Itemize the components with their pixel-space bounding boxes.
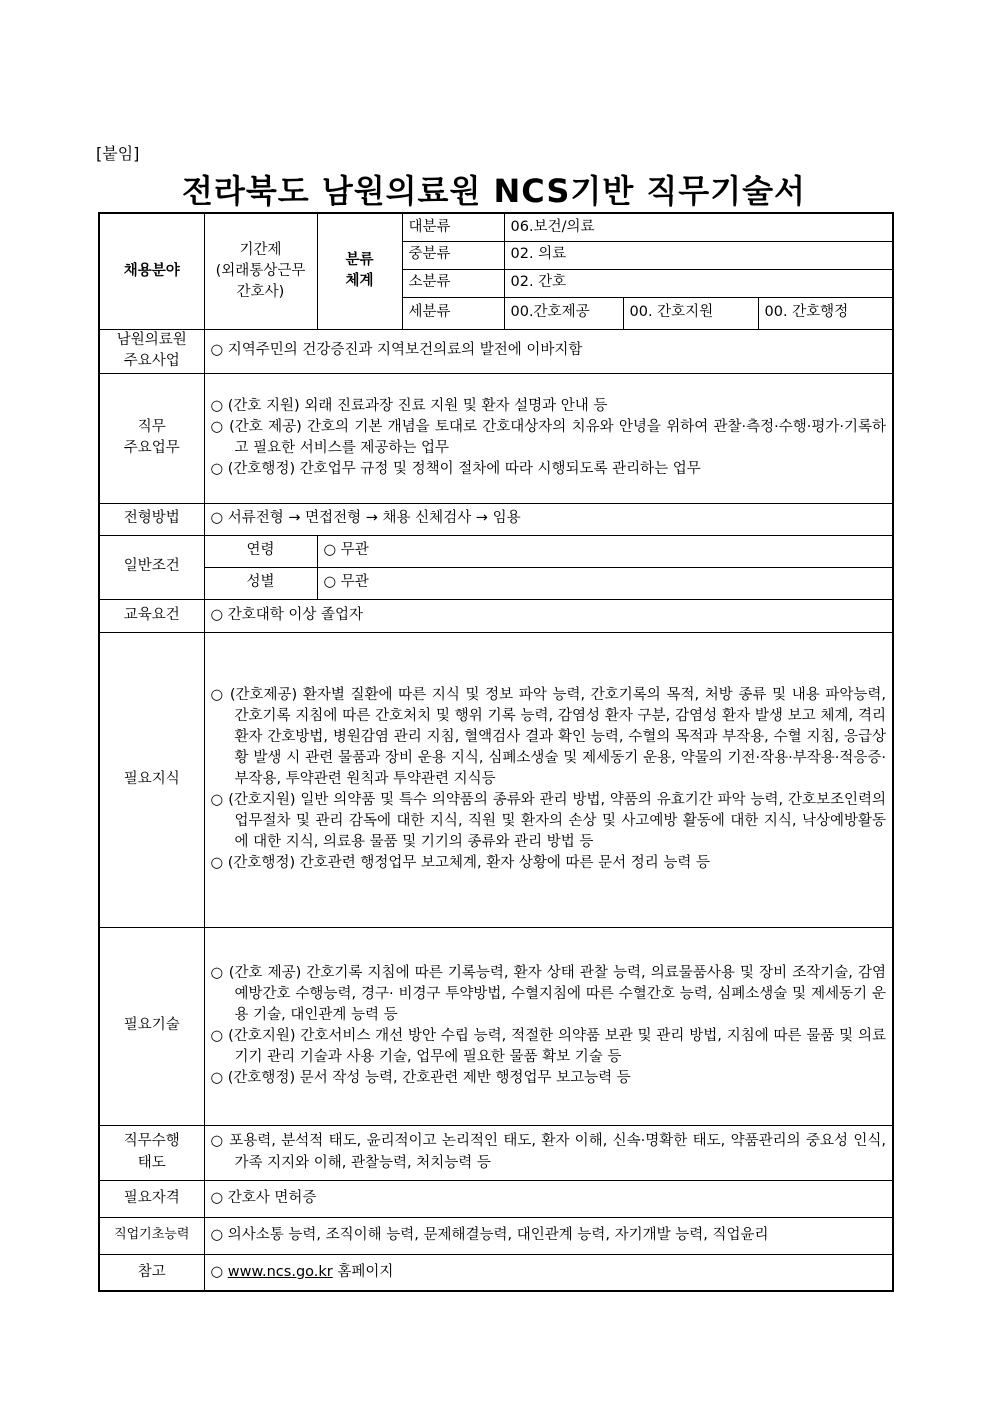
classification-middle-value: 02. 의료 bbox=[504, 241, 893, 269]
condition-gender-label: 성별 bbox=[204, 567, 317, 599]
knowledge-item: ○ (간호지원) 일반 의약품 및 특수 의약품의 종류와 관리 방법, 약품의 유효기간 파악 능력, 간호보조인력의 업무절차 및 관리 감독에 대한 지식, 직원 및 환자의 손상 및 사고예방 활동에 대한 지식, 낙상예방활동에 대한 지식, 의료용 물품 및 기기의 종류와 관리 방법 등 bbox=[210, 792, 887, 851]
knowledge-item: ○ (간호제공) 환자별 질환에 따른 지식 및 정보 파악 능력, 간호기록의 목적, 처방 종류 및 내용 파악능력, 간호기록 지침에 따른 간호처치 및 행위 기록 능력, 감염성 환자 구분, 감염성 환자 발생 보고 체계, 격리환자 간호방법, 병원감염 관리 지침, 혈액검사 결과 확인 능력, 수혈의 목적과 부작용, 수혈 지침, 응급상황 발생 시 관련 물품과 장비 운용 지식, 심폐소생술 및 제세동기 운용, 약물의 기전·작용·부작용·적응증·부작용, 투약관련 원칙과 투약관련 지식등 bbox=[210, 686, 887, 787]
basic-competency-text: ○ 의사소통 능력, 조직이해 능력, 문제해결능력, 대인관계 능력, 자기개발 능력, 직업윤리 bbox=[204, 1217, 893, 1254]
skill-item: ○ (간호 제공) 간호기록 지침에 따른 기록능력, 환자 상태 관찰 능력, 의료물품사용 및 장비 조작기술, 감염예방간호 수행능력, 경구· 비경구 투약방법, 수혈지침에 따른 수혈간호 능력, 심폐소생술 및 제세동기 운용 기술, 대인관계 능력 등 bbox=[210, 964, 887, 1023]
qualification-text: ○ 간호사 면허증 bbox=[204, 1180, 893, 1217]
condition-gender-value: ○ 무관 bbox=[317, 567, 893, 599]
classification-system-label: 분류 체계 bbox=[317, 213, 402, 329]
classification-major-value: 06.보건/의료 bbox=[504, 213, 893, 241]
education-label: 교육요건 bbox=[99, 599, 204, 632]
selection-label: 전형방법 bbox=[99, 503, 204, 535]
reference-suffix: 홈페이지 bbox=[332, 1263, 394, 1280]
knowledge-item: ○ (간호행정) 간호관련 행정업무 보고체계, 환자 상황에 따른 문서 정리 능력 등 bbox=[210, 855, 710, 872]
skill-item: ○ (간호행정) 문서 작성 능력, 간호관련 제반 행정업무 보고능력 등 bbox=[210, 1070, 631, 1087]
main-duties-label: 직무 주요업무 bbox=[99, 373, 204, 503]
basic-competency-label: 직업기초능력 bbox=[99, 1217, 204, 1254]
condition-age-value: ○ 무관 bbox=[317, 535, 893, 567]
recruitment-field-value: 기간제 (외래통상근무 간호사) bbox=[204, 213, 317, 329]
main-business-text: ○ 지역주민의 건강증진과 지역보건의료의 발전에 이바지함 bbox=[204, 329, 893, 373]
job-description-table bbox=[98, 212, 894, 1292]
duty-item: ○ (간호행정) 간호업무 규정 및 정책이 절차에 따라 시행되도록 관리하는 업무 bbox=[210, 461, 701, 478]
skill-item: ○ (간호지원) 간호서비스 개선 방안 수립 능력, 적절한 의약품 보관 및 관리 방법, 지침에 따른 물품 및 의료기기 관리 기술과 사용 기술, 업무에 필요한 물품 확보 기술 등 bbox=[210, 1028, 887, 1066]
reference-bullet: ○ bbox=[210, 1263, 228, 1280]
ncs-website-link[interactable]: www.ncs.go.kr bbox=[227, 1263, 333, 1280]
classification-major-label: 대분류 bbox=[402, 213, 504, 241]
skills-content bbox=[204, 927, 893, 1125]
duty-item: ○ (간호 지원) 외래 진료과장 진료 지원 및 환자 설명과 안내 등 bbox=[210, 397, 608, 414]
classification-sub-label: 세분류 bbox=[402, 297, 504, 329]
main-business-label: 남원의료원 주요사업 bbox=[99, 329, 204, 373]
duty-item: ○ (간호 제공) 간호의 기본 개념을 토대로 간호대상자의 치유와 안녕을 위하여 관찰·측정·수행·평가·기록하고 필요한 서비스를 제공하는 업무 bbox=[210, 418, 887, 456]
classification-minor-value: 02. 간호 bbox=[504, 269, 893, 297]
knowledge-label: 필요지식 bbox=[99, 632, 204, 927]
classification-sub-value: 00. 간호행정 bbox=[758, 297, 893, 329]
qualification-label: 필요자격 bbox=[99, 1180, 204, 1217]
reference-label: 참고 bbox=[99, 1254, 204, 1291]
classification-middle-label: 중분류 bbox=[402, 241, 504, 269]
attachment-label: [붙임] bbox=[96, 144, 140, 163]
recruitment-field-label: 채용분야 bbox=[99, 213, 204, 329]
condition-age-label: 연령 bbox=[204, 535, 317, 567]
attitude-text: ○ 포용력, 분석적 태도, 윤리적이고 논리적인 태도, 환자 이해, 신속·명확한 태도, 약품관리의 중요성 인식, 가족 지지와 이해, 관찰능력, 처치능력 등 bbox=[210, 1133, 887, 1171]
general-conditions-label: 일반조건 bbox=[99, 535, 204, 599]
main-duties-content bbox=[204, 373, 893, 503]
attitude-label: 직무수행 태도 bbox=[99, 1125, 204, 1180]
classification-minor-label: 소분류 bbox=[402, 269, 504, 297]
document-title: 전라북도 남원의료원 NCS기반 직무기술서 bbox=[182, 172, 806, 210]
reference-content bbox=[204, 1254, 893, 1291]
skills-label: 필요기술 bbox=[99, 927, 204, 1125]
education-text: ○ 간호대학 이상 졸업자 bbox=[204, 599, 893, 632]
selection-text: ○ 서류전형 → 면접전형 → 채용 신체검사 → 임용 bbox=[204, 503, 893, 535]
knowledge-content bbox=[204, 632, 893, 927]
classification-sub-value: 00.간호제공 bbox=[504, 297, 623, 329]
classification-sub-value: 00. 간호지원 bbox=[623, 297, 758, 329]
attitude-content bbox=[204, 1125, 893, 1180]
